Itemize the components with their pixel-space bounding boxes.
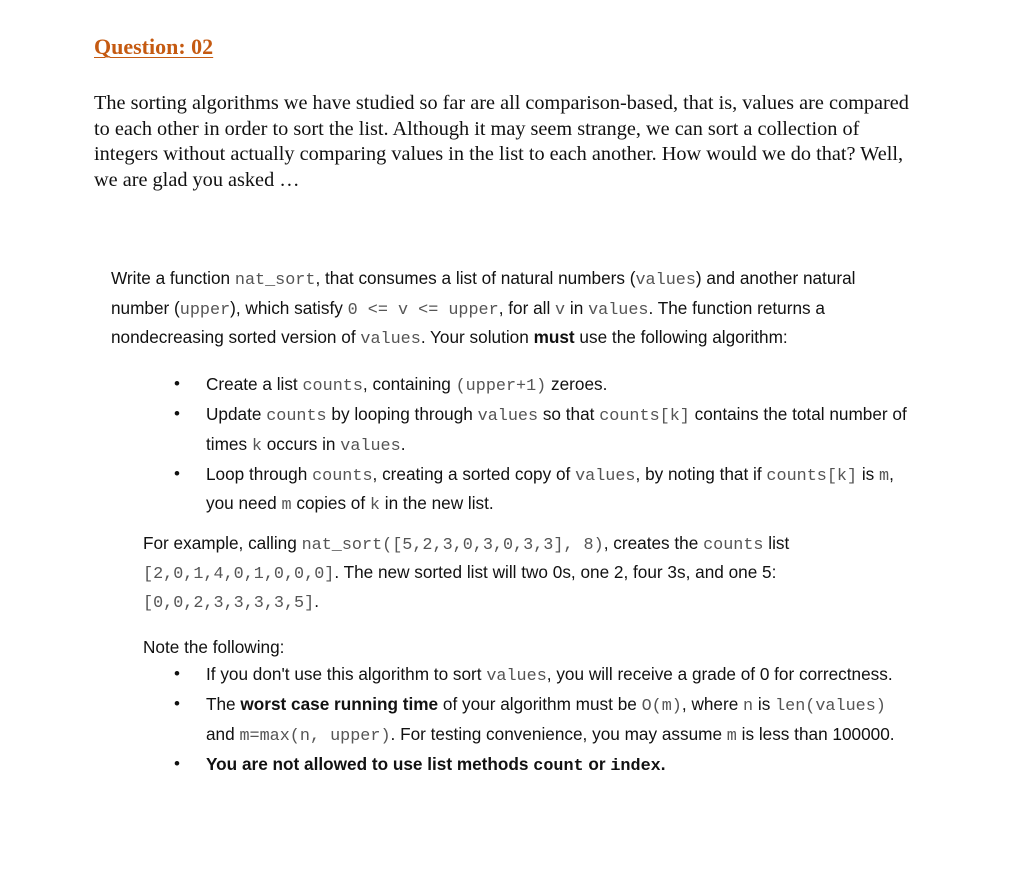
list-item: • The worst case running time of your algorithm must be O(m), where n is len(values) and m=max(n, upper). For testing convenience, you may assume m is less than 100000. [111,691,911,750]
list-item: • You are not allowed to use list methods count or index. [111,751,911,781]
list-item: • Create a list counts, containing (upper+1) zeroes. [111,371,911,401]
notes-title: Note the following: [143,637,285,657]
bullet-icon: • [174,694,180,713]
question-heading: Question: 02 [94,34,214,59]
bullet-icon: • [174,463,180,483]
example-paragraph: For example, calling nat_sort([5,2,3,0,3,0,3,3], 8), creates the counts list [2,0,1,4,0,1,0,0,0]. The new sorted list will two 0s, one 2, four 3s, and one 5: [0,0,2,3,3,3,3,5]. [143,533,790,613]
list-item: • Loop through counts, creating a sorted copy of values, by noting that if counts[k] is m, you need m copies of k in the new list. [111,461,911,520]
bullet-icon: • [174,664,180,683]
function-name: nat_sort [234,271,316,290]
notes-list [111,661,911,780]
bullet-icon: • [174,374,180,393]
algorithm-steps-list [111,371,911,520]
task-paragraph: Write a function nat_sort, that consumes a list of natural numbers (values) and another natural number (upper), which satisfy 0 <= v <= upper, for all v in values. The function returns a nondecreasing sorted version of values. Your solution must use the following algorithm: [111,268,856,349]
list-item: • Update counts by looping through values so that counts[k] contains the total number of times k occurs in values. [111,401,911,460]
bullet-icon: • [174,753,180,773]
bullet-icon: • [174,404,180,423]
intro-paragraph: The sorting algorithms we have studied so far are all comparison-based, that is, values are compared to each other in order to sort the list. Although it may seem strange, we can sort a collection of integers without actually comparing values in the list to each another. How would we do that? Well, we are glad you asked … [94,92,909,191]
list-item: • If you don't use this algorithm to sort values, you will receive a grade of 0 for correctness. [111,661,911,691]
